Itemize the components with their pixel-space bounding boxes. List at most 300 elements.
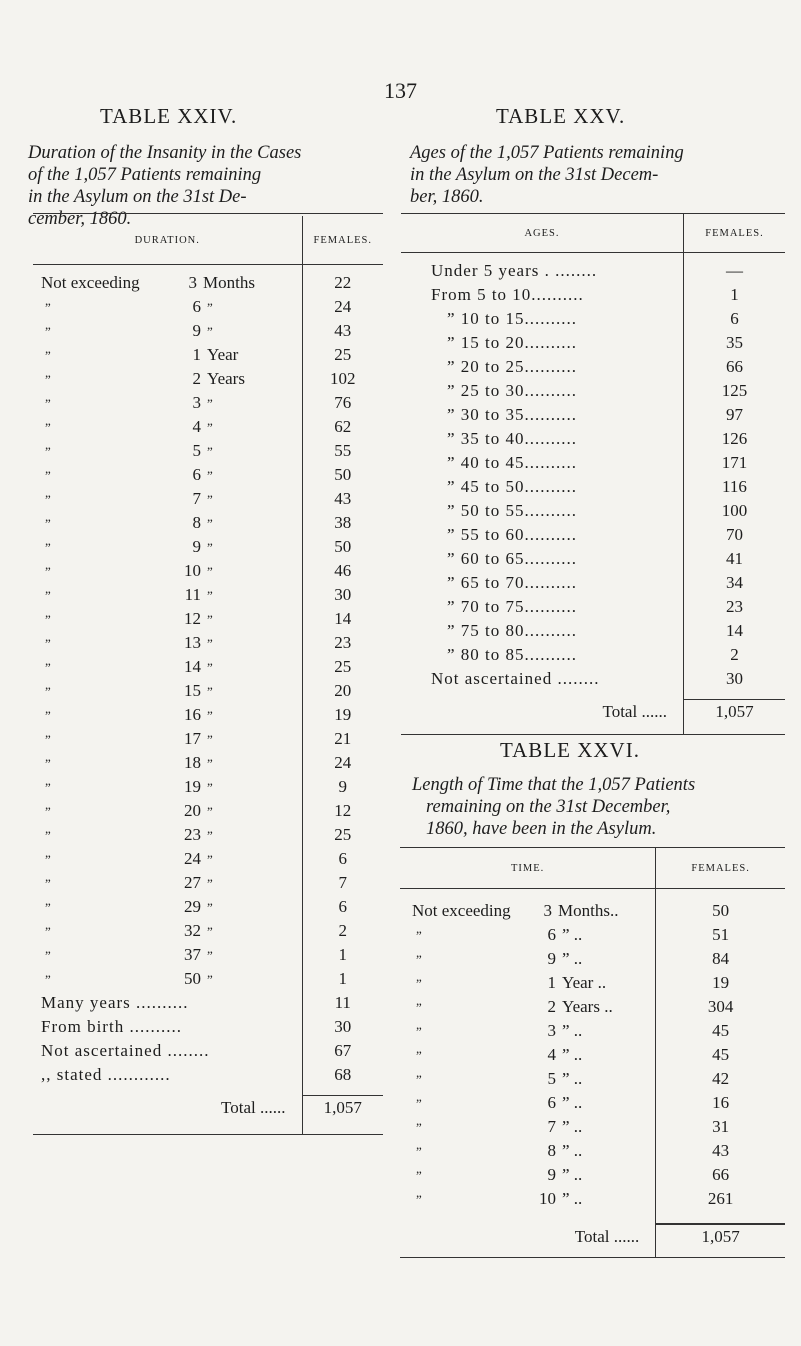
table-row: [400, 995, 785, 1019]
age-range-cell: ” 50 to 55..........: [447, 501, 578, 520]
females-value: 24: [302, 295, 383, 319]
duration-unit: ”: [207, 324, 213, 339]
spacer-row: [400, 1211, 785, 1224]
duration-number: 6: [192, 465, 201, 484]
duration-cell: ,, stated ............: [41, 1065, 171, 1084]
duration-number: 50: [184, 969, 201, 988]
table-row: [33, 1063, 383, 1087]
table-row: [401, 571, 785, 595]
females-value: 11: [302, 991, 383, 1015]
spacer: [302, 1087, 383, 1096]
spacer: [401, 691, 683, 700]
females-value: 19: [656, 971, 785, 995]
table-row: [401, 595, 785, 619]
duration-unit: Months: [203, 273, 255, 292]
table-row: [33, 319, 383, 343]
duration-prefix: ”: [45, 516, 51, 531]
duration-number: 1: [192, 345, 201, 364]
total-row: [400, 1224, 785, 1249]
time-cell: [400, 1115, 656, 1139]
duration-number: 7: [192, 489, 201, 508]
table-row: [33, 703, 383, 727]
table-row: [33, 991, 383, 1015]
table-row: [401, 523, 785, 547]
bottom-rule-row: [400, 1249, 785, 1258]
time-number: 5: [547, 1069, 556, 1088]
table25-col-ages: AGES.: [401, 214, 683, 253]
time-number: 7: [547, 1117, 556, 1136]
time-prefix: ”: [416, 928, 422, 943]
table26-caption-line: 1860, have been in the Asylum.: [426, 819, 657, 839]
duration-prefix: ”: [45, 852, 51, 867]
time-number: 1: [547, 973, 556, 992]
time-prefix: ”: [416, 952, 422, 967]
table-row: [400, 899, 785, 923]
duration-unit: ”: [207, 684, 213, 699]
time-unit: Months..: [558, 901, 619, 920]
table25-col-females: FEMALES.: [683, 214, 785, 253]
females-value: 70: [683, 523, 785, 547]
females-value: 9: [302, 775, 383, 799]
table26-col-time: TIME.: [400, 848, 656, 889]
table-row: [400, 1067, 785, 1091]
table25-caption-line: ber, 1860.: [410, 187, 484, 207]
duration-cell: Many years ..........: [41, 993, 189, 1012]
duration-prefix: ”: [45, 924, 51, 939]
females-value: 23: [302, 631, 383, 655]
duration-prefix: ”: [45, 900, 51, 915]
table-row: [401, 403, 785, 427]
females-value: 7: [302, 871, 383, 895]
time-unit: ” ..: [562, 1189, 583, 1208]
duration-cell: [33, 583, 302, 607]
age-range-cell: ” 35 to 40..........: [447, 429, 578, 448]
time-cell: [400, 1091, 656, 1115]
table-row: [33, 727, 383, 751]
table24-caption-line: Duration of the Insanity in the Cases: [28, 143, 302, 163]
females-value: 24: [302, 751, 383, 775]
duration-unit: ”: [207, 828, 213, 843]
duration-unit: ”: [207, 948, 213, 963]
duration-prefix: ”: [45, 540, 51, 555]
duration-unit: ”: [207, 516, 213, 531]
time-prefix: ”: [416, 1192, 422, 1207]
duration-number: 10: [184, 561, 201, 580]
duration-cell: [33, 919, 302, 943]
duration-prefix: ”: [45, 372, 51, 387]
females-value: 43: [302, 319, 383, 343]
duration-unit: ”: [207, 468, 213, 483]
females-value: 126: [683, 427, 785, 451]
duration-number: 23: [184, 825, 201, 844]
females-value: 62: [302, 415, 383, 439]
duration-prefix: ”: [45, 636, 51, 651]
table-row: [33, 655, 383, 679]
spacer: [683, 691, 785, 700]
duration-unit: ”: [207, 636, 213, 651]
females-value: 42: [656, 1067, 785, 1091]
duration-cell: [33, 727, 302, 751]
females-value: 41: [683, 547, 785, 571]
time-cell: [400, 971, 656, 995]
duration-number: 12: [184, 609, 201, 628]
table-row: [401, 547, 785, 571]
females-value: 6: [302, 847, 383, 871]
duration-number: 11: [184, 585, 201, 604]
females-value: 84: [656, 947, 785, 971]
table-row: [400, 1115, 785, 1139]
females-value: 304: [656, 995, 785, 1019]
table-row: [33, 271, 383, 295]
table-row: [400, 1019, 785, 1043]
table-row: [400, 923, 785, 947]
bottom-rule-row: [33, 1120, 383, 1135]
time-unit: ” ..: [562, 1021, 583, 1040]
females-value: 34: [683, 571, 785, 595]
duration-prefix: ”: [45, 396, 51, 411]
table-row: [400, 971, 785, 995]
time-unit: ” ..: [562, 1093, 583, 1112]
table-row: [33, 559, 383, 583]
females-value: 171: [683, 451, 785, 475]
spacer: [33, 1087, 302, 1096]
duration-number: 37: [184, 945, 201, 964]
table25-caption: [410, 142, 795, 208]
females-value: 31: [656, 1115, 785, 1139]
table-row: [401, 451, 785, 475]
duration-prefix: ”: [45, 492, 51, 507]
time-cell: [400, 1163, 656, 1187]
females-value: 46: [302, 559, 383, 583]
duration-number: 13: [184, 633, 201, 652]
duration-cell: [33, 943, 302, 967]
females-value: 68: [302, 1063, 383, 1087]
duration-cell: [33, 559, 302, 583]
table-row: [33, 751, 383, 775]
table-row: [401, 619, 785, 643]
table-row: [401, 307, 785, 331]
females-value: 35: [683, 331, 785, 355]
table-row: [33, 775, 383, 799]
duration-prefix: ”: [45, 300, 51, 315]
table-row: [33, 343, 383, 367]
females-value: 30: [302, 583, 383, 607]
spacer: [656, 1211, 785, 1224]
females-value: 50: [302, 535, 383, 559]
females-value: 43: [302, 487, 383, 511]
duration-prefix: ”: [45, 972, 51, 987]
age-range-cell: ” 10 to 15..........: [447, 309, 578, 328]
table-row: [401, 259, 785, 283]
duration-cell: [33, 295, 302, 319]
time-number: 3: [547, 1021, 556, 1040]
total-value: 1,057: [302, 1096, 383, 1121]
duration-prefix: ”: [45, 324, 51, 339]
duration-number: 18: [184, 753, 201, 772]
total-value: 1,057: [656, 1224, 785, 1249]
time-prefix: Not exceeding: [412, 901, 511, 920]
females-value: 2: [302, 919, 383, 943]
table-row: [401, 283, 785, 307]
age-range-cell: ” 20 to 25..........: [447, 357, 578, 376]
table25-heading: TABLE XXV.: [496, 104, 626, 128]
duration-number: 32: [184, 921, 201, 940]
time-prefix: ”: [416, 1000, 422, 1015]
table-row: [33, 367, 383, 391]
females-value: 66: [656, 1163, 785, 1187]
time-number: 2: [547, 997, 556, 1016]
duration-prefix: ”: [45, 876, 51, 891]
table-row: [400, 1163, 785, 1187]
duration-cell: [33, 607, 302, 631]
duration-unit: ”: [207, 444, 213, 459]
time-cell: [400, 1019, 656, 1043]
table-row: [401, 427, 785, 451]
duration-number: 9: [192, 321, 201, 340]
time-prefix: ”: [416, 1120, 422, 1135]
duration-cell: [33, 535, 302, 559]
duration-prefix: ”: [45, 348, 51, 363]
females-value: 261: [656, 1187, 785, 1211]
females-value: 30: [683, 667, 785, 691]
duration-prefix: ”: [45, 708, 51, 723]
duration-prefix: ”: [45, 732, 51, 747]
females-value: 2: [683, 643, 785, 667]
duration-unit: ”: [207, 732, 213, 747]
duration-prefix: ”: [45, 468, 51, 483]
duration-prefix: ”: [45, 588, 51, 603]
duration-cell: [33, 871, 302, 895]
females-value: 20: [302, 679, 383, 703]
table-row: [401, 475, 785, 499]
females-value: 30: [302, 1015, 383, 1039]
time-unit: ” ..: [562, 925, 583, 944]
table-row: [400, 1091, 785, 1115]
table25: [401, 214, 785, 735]
age-range-cell: ” 40 to 45..........: [447, 453, 578, 472]
table-row: [33, 967, 383, 991]
time-number: 10: [539, 1189, 556, 1208]
duration-cell: [33, 751, 302, 775]
age-range-cell: From 5 to 10..........: [431, 285, 584, 304]
duration-prefix: ”: [45, 684, 51, 699]
spacer-row: [401, 691, 785, 700]
duration-cell: [33, 343, 302, 367]
bottom-rule: [656, 1249, 785, 1258]
table-row: [400, 1139, 785, 1163]
time-prefix: ”: [416, 1168, 422, 1183]
table26-caption-line: remaining on the 31st December,: [426, 797, 671, 817]
females-value: 25: [302, 823, 383, 847]
females-value: 45: [656, 1019, 785, 1043]
table-row: [33, 487, 383, 511]
females-value: 51: [656, 923, 785, 947]
females-value: 38: [302, 511, 383, 535]
table26: [400, 848, 785, 1258]
duration-cell: [33, 679, 302, 703]
females-value: 14: [683, 619, 785, 643]
table25-caption-line: in the Asylum on the 31st Decem-: [410, 165, 659, 185]
time-number: 8: [547, 1141, 556, 1160]
age-range-cell: ” 80 to 85..........: [447, 645, 578, 664]
duration-cell: [33, 775, 302, 799]
time-unit: ” ..: [562, 949, 583, 968]
time-number: 4: [547, 1045, 556, 1064]
table-row: [400, 947, 785, 971]
table-row: [33, 295, 383, 319]
duration-prefix: ”: [45, 660, 51, 675]
duration-cell: [33, 439, 302, 463]
time-prefix: ”: [416, 1096, 422, 1111]
table24: [33, 216, 383, 1135]
duration-number: 4: [192, 417, 201, 436]
table26-col-females: FEMALES.: [656, 848, 785, 889]
table24-caption-line: in the Asylum on the 31st De-: [28, 187, 247, 207]
females-value: 66: [683, 355, 785, 379]
time-unit: ” ..: [562, 1141, 583, 1160]
table24-col-duration: DURATION.: [33, 216, 302, 265]
total-row: [401, 700, 785, 725]
age-range-cell: ” 30 to 35..........: [447, 405, 578, 424]
females-value: 45: [656, 1043, 785, 1067]
duration-unit: ”: [207, 540, 213, 555]
duration-unit: ”: [207, 612, 213, 627]
females-value: 102: [302, 367, 383, 391]
age-range-cell: ” 65 to 70..........: [447, 573, 578, 592]
duration-number: 3: [192, 393, 201, 412]
spacer: [400, 1211, 656, 1224]
females-value: 19: [302, 703, 383, 727]
females-value: 100: [683, 499, 785, 523]
table24-caption-line: of the 1,057 Patients remaining: [28, 165, 262, 185]
duration-prefix: ”: [45, 948, 51, 963]
table24-caption-line: cember, 1860.: [28, 209, 132, 229]
duration-number: 15: [184, 681, 201, 700]
duration-number: 6: [192, 297, 201, 316]
table-row: [33, 919, 383, 943]
females-value: 21: [302, 727, 383, 751]
age-range-cell: Not ascertained ........: [431, 669, 600, 688]
time-cell: [400, 923, 656, 947]
duration-number: 17: [184, 729, 201, 748]
table-row: [33, 439, 383, 463]
time-cell: [400, 947, 656, 971]
age-range-cell: ” 55 to 60..........: [447, 525, 578, 544]
duration-cell: [33, 655, 302, 679]
bottom-rule: [302, 1120, 383, 1135]
table-row: [33, 631, 383, 655]
duration-cell: [33, 367, 302, 391]
time-number: 3: [543, 901, 552, 920]
females-value: 1: [302, 943, 383, 967]
page-number: 137: [384, 78, 417, 103]
females-value: 97: [683, 403, 785, 427]
duration-unit: ”: [207, 420, 213, 435]
females-value: 1: [302, 967, 383, 991]
bottom-rule: [683, 724, 785, 735]
females-value: 16: [656, 1091, 785, 1115]
table-row: [33, 823, 383, 847]
spacer-row: [33, 1087, 383, 1096]
table26-heading: TABLE XXVI.: [500, 738, 640, 762]
table25-caption-line: Ages of the 1,057 Patients remaining: [410, 143, 684, 163]
time-prefix: ”: [416, 1144, 422, 1159]
duration-cell: [33, 319, 302, 343]
total-label: Total ......: [574, 1226, 640, 1246]
table-row: [33, 679, 383, 703]
duration-cell: [33, 463, 302, 487]
age-range-cell: ” 25 to 30..........: [447, 381, 578, 400]
females-value: 6: [302, 895, 383, 919]
duration-unit: ”: [207, 300, 213, 315]
females-value: 25: [302, 343, 383, 367]
table-row: [33, 847, 383, 871]
table-row: [401, 667, 785, 691]
bottom-rule: [33, 1120, 302, 1135]
duration-unit: ”: [207, 852, 213, 867]
time-prefix: ”: [416, 1048, 422, 1063]
duration-number: 27: [184, 873, 201, 892]
time-unit: Year ..: [562, 973, 607, 992]
bottom-rule-row: [401, 724, 785, 735]
duration-cell: [33, 799, 302, 823]
females-value: 12: [302, 799, 383, 823]
duration-unit: ”: [207, 780, 213, 795]
duration-unit: ”: [207, 876, 213, 891]
duration-unit: ”: [207, 564, 213, 579]
duration-number: 2: [192, 369, 201, 388]
duration-prefix: ”: [45, 828, 51, 843]
duration-prefix: ”: [45, 444, 51, 459]
bottom-rule: [401, 724, 683, 735]
duration-prefix: ”: [45, 612, 51, 627]
time-unit: ” ..: [562, 1165, 583, 1184]
time-cell: [400, 1187, 656, 1211]
total-label: Total ......: [221, 1097, 286, 1117]
duration-cell: [33, 895, 302, 919]
table-row: [33, 535, 383, 559]
duration-cell: [33, 631, 302, 655]
table24-heading: TABLE XXIV.: [100, 104, 238, 128]
table-row: [401, 379, 785, 403]
time-prefix: ”: [416, 1072, 422, 1087]
duration-unit: ”: [207, 924, 213, 939]
duration-number: 19: [184, 777, 201, 796]
time-prefix: ”: [416, 976, 422, 991]
table-row: [401, 355, 785, 379]
table-row: [33, 607, 383, 631]
time-cell: [400, 1043, 656, 1067]
table-row: [400, 1043, 785, 1067]
time-cell: [400, 1067, 656, 1091]
duration-cell: [33, 823, 302, 847]
duration-unit: Year: [207, 345, 239, 364]
table-row: [33, 943, 383, 967]
duration-cell: [33, 847, 302, 871]
duration-cell: Not ascertained ........: [41, 1041, 210, 1060]
females-value: 116: [683, 475, 785, 499]
table26-caption: [412, 774, 797, 840]
time-unit: Years ..: [562, 997, 613, 1016]
females-value: 67: [302, 1039, 383, 1063]
table-row: [33, 1015, 383, 1039]
duration-unit: ”: [207, 492, 213, 507]
duration-prefix: ”: [45, 564, 51, 579]
time-number: 9: [547, 1165, 556, 1184]
total-label: Total ......: [602, 701, 667, 721]
time-number: 9: [547, 949, 556, 968]
duration-number: 29: [184, 897, 201, 916]
